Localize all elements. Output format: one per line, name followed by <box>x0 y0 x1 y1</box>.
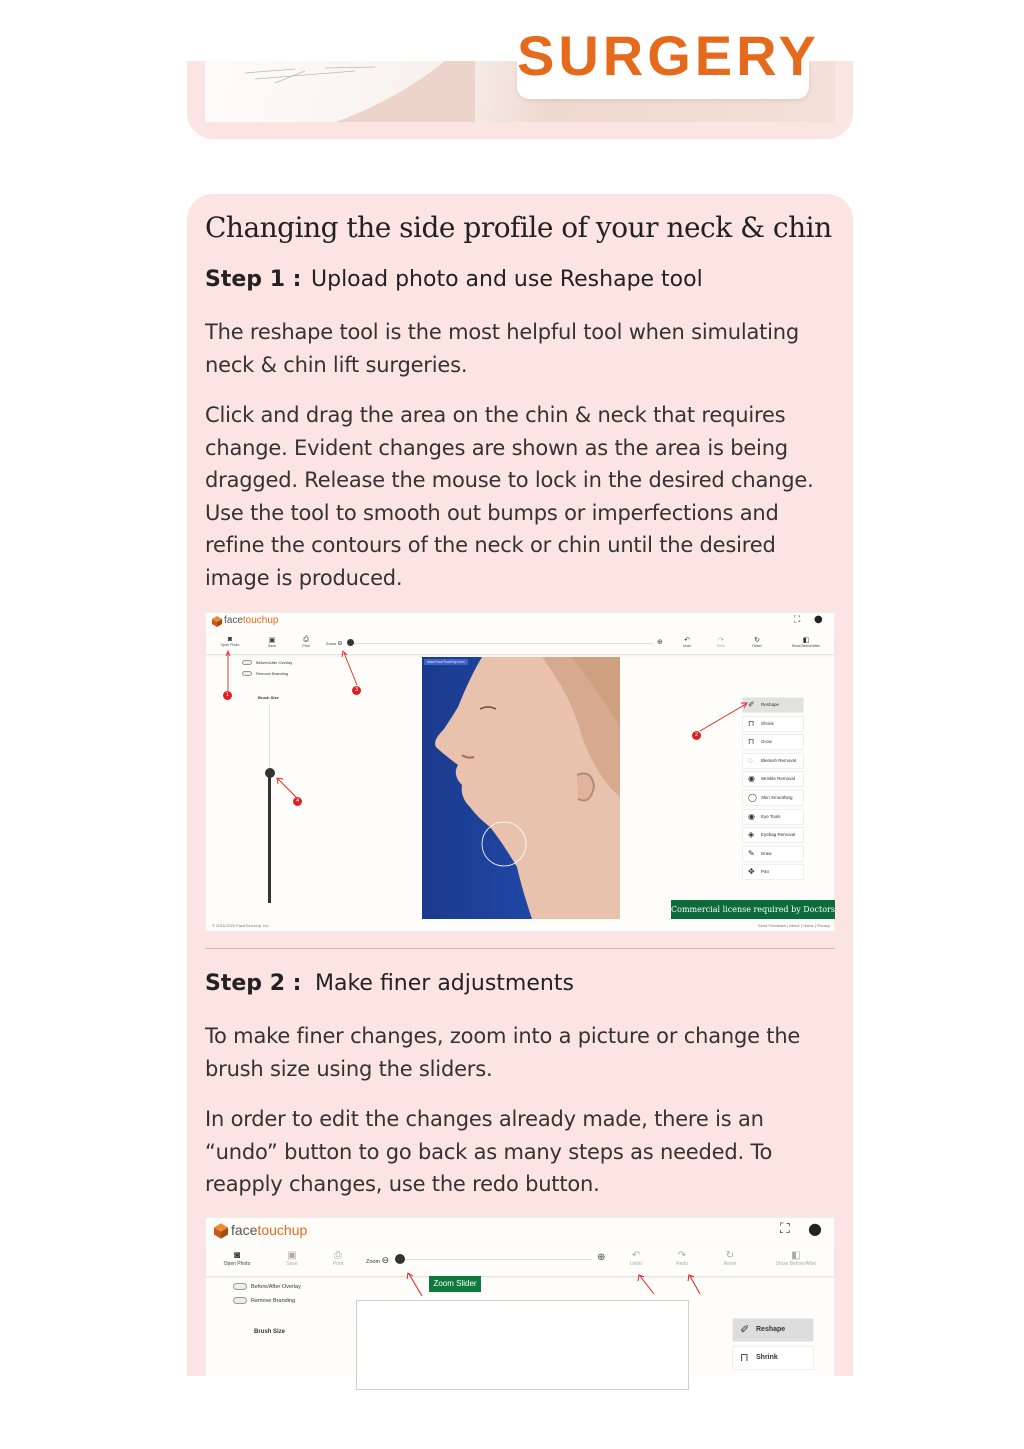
open-photo-button[interactable] <box>214 636 246 647</box>
tool-wrinkle-removal[interactable] <box>742 771 804 787</box>
undo-label: Undo <box>630 1261 642 1267</box>
commercial-license-banner[interactable]: Commercial license required by Doctors <box>671 900 835 919</box>
print-label: Print <box>302 644 310 648</box>
previous-section-label-box <box>517 24 820 99</box>
zoom-control <box>366 1255 389 1266</box>
zoom-in-icon[interactable]: ⊕ <box>597 1252 606 1263</box>
app-screenshot-1 <box>205 612 835 932</box>
logo-face-text: face <box>231 1222 258 1238</box>
redo-button[interactable] <box>672 1250 692 1267</box>
logo-cube-icon <box>214 1223 228 1239</box>
zoom-out-icon[interactable]: ⊖ <box>337 641 343 647</box>
reset-label: Reset <box>723 1261 737 1267</box>
fullscreen-icon[interactable]: ⛶ <box>780 1221 790 1237</box>
tool-reshape[interactable] <box>742 697 804 713</box>
app-header <box>206 613 834 633</box>
before-after-icon: ◧ <box>791 1250 801 1261</box>
tool-shrink[interactable] <box>732 1346 814 1370</box>
neck-chin-section-card <box>187 194 853 1376</box>
print-icon: ⎙ <box>303 636 309 643</box>
redo-label: Redo <box>676 1261 688 1267</box>
toggle-switch[interactable] <box>233 1283 247 1290</box>
previous-section-card <box>187 24 853 139</box>
tool-skin-smoothing[interactable] <box>742 790 804 806</box>
account-icon[interactable]: ● <box>814 614 823 625</box>
zoom-in-icon[interactable]: ⊕ <box>657 638 663 646</box>
undo-icon: ↶ <box>631 1250 641 1261</box>
tool-label: Eyebag Removal <box>761 832 796 838</box>
show-before-after-label: Show Before/After <box>775 1261 817 1267</box>
app-logo <box>231 1222 307 1238</box>
step-2-text: Make finer adjustments <box>315 971 574 996</box>
reset-label: Reset <box>752 644 762 648</box>
print-button[interactable] <box>296 636 316 648</box>
redo-button[interactable] <box>712 636 730 648</box>
tool-reshape[interactable] <box>732 1318 814 1342</box>
zoom-slider-track[interactable] <box>402 1259 592 1260</box>
shrink-icon: ⊓ <box>740 1352 749 1364</box>
tool-panel <box>742 697 804 883</box>
marker-3: 3 <box>352 686 361 695</box>
smoothing-icon: ◯ <box>748 792 757 802</box>
open-photo-label: Open Photo <box>220 643 240 647</box>
account-icon[interactable]: ● <box>808 1219 822 1238</box>
footer-copyright: © 2015-2022 FaceTouchUp, Inc. <box>212 923 270 928</box>
remove-branding-label: Remove Branding <box>256 671 289 676</box>
redo-label: Redo <box>716 644 726 648</box>
marker-1: 1 <box>223 691 232 700</box>
zoom-slider-handle[interactable] <box>395 1254 405 1264</box>
before-after-overlay-toggle[interactable] <box>233 1283 301 1290</box>
tool-label: Eye Tools <box>761 813 781 819</box>
reset-button[interactable] <box>748 636 766 648</box>
redo-icon: ↷ <box>677 1250 687 1261</box>
fullscreen-icon[interactable]: ⛶ <box>794 615 801 625</box>
remove-branding-toggle[interactable] <box>242 671 288 676</box>
step-1-heading <box>205 267 703 292</box>
photo-canvas[interactable] <box>356 1300 689 1390</box>
app-toolbar <box>206 633 834 655</box>
paragraph-reshape-intro: The reshape tool is the most helpful tool when simulating neck & chin lift surgeries. <box>205 320 800 377</box>
undo-label: Undo <box>682 644 692 648</box>
tool-label: Reshape <box>756 1326 786 1333</box>
toggle-switch[interactable] <box>242 660 252 665</box>
toggle-switch[interactable] <box>233 1297 247 1304</box>
zoom-slider-track[interactable] <box>353 643 653 644</box>
zoom-label: Zoom <box>366 1259 381 1265</box>
save-label: Save <box>268 644 276 648</box>
zoom-label: Zoom <box>326 641 337 646</box>
tool-label: Skin Smoothing <box>761 794 793 800</box>
section-divider <box>205 948 835 949</box>
tool-label: Grow <box>761 739 772 745</box>
draw-icon: ✎ <box>748 848 755 858</box>
save-button[interactable] <box>282 1250 302 1267</box>
shading-shape <box>335 61 475 122</box>
tool-shrink[interactable] <box>742 716 804 732</box>
step-2-label: Step 2 : <box>205 971 302 996</box>
step-1-text: Upload photo and use Reshape tool <box>311 267 703 292</box>
before-after-overlay-label: Before/After Overlay <box>256 660 293 665</box>
tool-eyebag-removal[interactable] <box>742 827 804 843</box>
brush-slider-handle[interactable] <box>265 768 275 778</box>
reset-icon: ↻ <box>725 1250 735 1261</box>
shrink-icon: ⊓ <box>748 718 755 728</box>
eyebag-icon: ◈ <box>748 830 755 840</box>
save-icon: ▣ <box>287 1250 297 1261</box>
wrinkle-icon: ◉ <box>748 774 755 784</box>
eye-icon: ◉ <box>748 811 755 821</box>
photo-canvas[interactable] <box>422 657 620 919</box>
reset-button[interactable] <box>720 1250 740 1267</box>
tool-eye-tools[interactable] <box>742 809 804 825</box>
brush-size-label: Brush Size <box>258 695 279 700</box>
tool-panel <box>732 1318 814 1374</box>
tool-label: Draw <box>761 850 772 856</box>
tool-label: Shrink <box>756 1354 778 1361</box>
logo-touchup-text: touchup <box>242 615 279 626</box>
app-screenshot-2 <box>205 1217 835 1376</box>
reshape-icon: ✐ <box>740 1324 750 1336</box>
reshape-icon: ✐ <box>748 700 755 709</box>
before-after-icon: ◧ <box>802 637 810 644</box>
logo-face-text: face <box>224 615 243 626</box>
camera-icon: ◙ <box>227 636 233 643</box>
camera-icon: ◙ <box>233 1250 241 1261</box>
zoom-out-icon[interactable]: ⊖ <box>381 1255 390 1265</box>
open-photo-label: Open Photo <box>223 1261 251 1267</box>
open-photo-button[interactable] <box>216 1250 258 1267</box>
zoom-slider-handle[interactable] <box>347 639 354 646</box>
toggle-switch[interactable] <box>242 671 252 676</box>
tool-label: Shrink <box>761 720 774 726</box>
photo-watermark-tag: www.FaceTouchUp.com <box>424 659 468 665</box>
print-label: Print <box>332 1261 344 1267</box>
paragraph-finer-changes: To make finer changes, zoom into a picture or change the brush size using the sliders. <box>205 1024 801 1081</box>
marker-4: 4 <box>293 797 302 806</box>
before-after-overlay-label: Before/After Overlay <box>251 1283 301 1290</box>
zoom-control <box>326 640 342 647</box>
grow-icon: ⊓ <box>748 737 755 747</box>
tool-grow[interactable] <box>742 734 804 750</box>
paragraph-click-drag: Click and drag the area on the chin & neck that requires change. Evident changes are shown as the area is being dragged. Release the mouse to lock in the desired change. Use the tool to smooth out bumps or imperfections and refine the contours of the neck or chin until the desired image is produced. <box>205 403 814 590</box>
tool-label: Blemish Removal <box>761 757 797 763</box>
tool-label: Reshape <box>761 702 780 707</box>
section-title: Changing the side profile of your neck & chin <box>205 211 832 244</box>
brush-size-label: Brush Size <box>254 1329 286 1335</box>
face-profile-image <box>422 657 620 919</box>
brush-slider-fill <box>268 773 271 903</box>
show-before-after-label: Show Before/After <box>791 644 821 648</box>
paragraph-undo-redo: In order to edit the changes already made, there is an “undo” button to go back as many steps as needed. To reapply changes, use the redo button. <box>205 1107 773 1196</box>
step-1-label: Step 1 : <box>205 267 302 292</box>
tool-blemish-removal[interactable] <box>742 753 804 769</box>
save-button[interactable] <box>262 636 282 648</box>
show-before-after-button[interactable] <box>784 636 828 648</box>
tool-label: Pan <box>761 869 770 875</box>
pan-icon: ✥ <box>748 867 755 877</box>
tool-draw[interactable] <box>742 846 804 862</box>
previous-section-label: SURGERY <box>517 24 820 87</box>
footer-links[interactable]: Send Feedback | About | Terms | Privacy <box>758 923 830 928</box>
app-toolbar <box>206 1245 834 1277</box>
save-label: Save <box>286 1261 298 1267</box>
zoom-slider-callout: Zoom Slider <box>429 1276 481 1292</box>
step-2-heading <box>205 971 574 996</box>
undo-button[interactable] <box>626 1250 646 1267</box>
show-before-after-button[interactable] <box>768 1250 824 1267</box>
save-icon: ▣ <box>268 637 276 644</box>
before-after-overlay-toggle[interactable] <box>242 660 292 665</box>
print-icon: ⎙ <box>334 1250 342 1261</box>
blemish-icon: ◌ <box>748 755 753 765</box>
marker-2: 2 <box>692 731 701 740</box>
reset-icon: ↻ <box>754 637 760 644</box>
app-logo <box>224 615 279 626</box>
redo-icon: ↷ <box>718 637 724 644</box>
undo-button[interactable] <box>678 636 696 648</box>
tool-label: Wrinkle Removal <box>761 776 795 782</box>
logo-touchup-text: touchup <box>257 1222 308 1238</box>
remove-branding-toggle[interactable] <box>233 1297 295 1304</box>
logo-cube-icon <box>212 616 222 627</box>
print-button[interactable] <box>328 1250 348 1267</box>
remove-branding-label: Remove Branding <box>251 1297 296 1304</box>
undo-icon: ↶ <box>684 637 690 644</box>
tool-pan[interactable] <box>742 864 804 880</box>
